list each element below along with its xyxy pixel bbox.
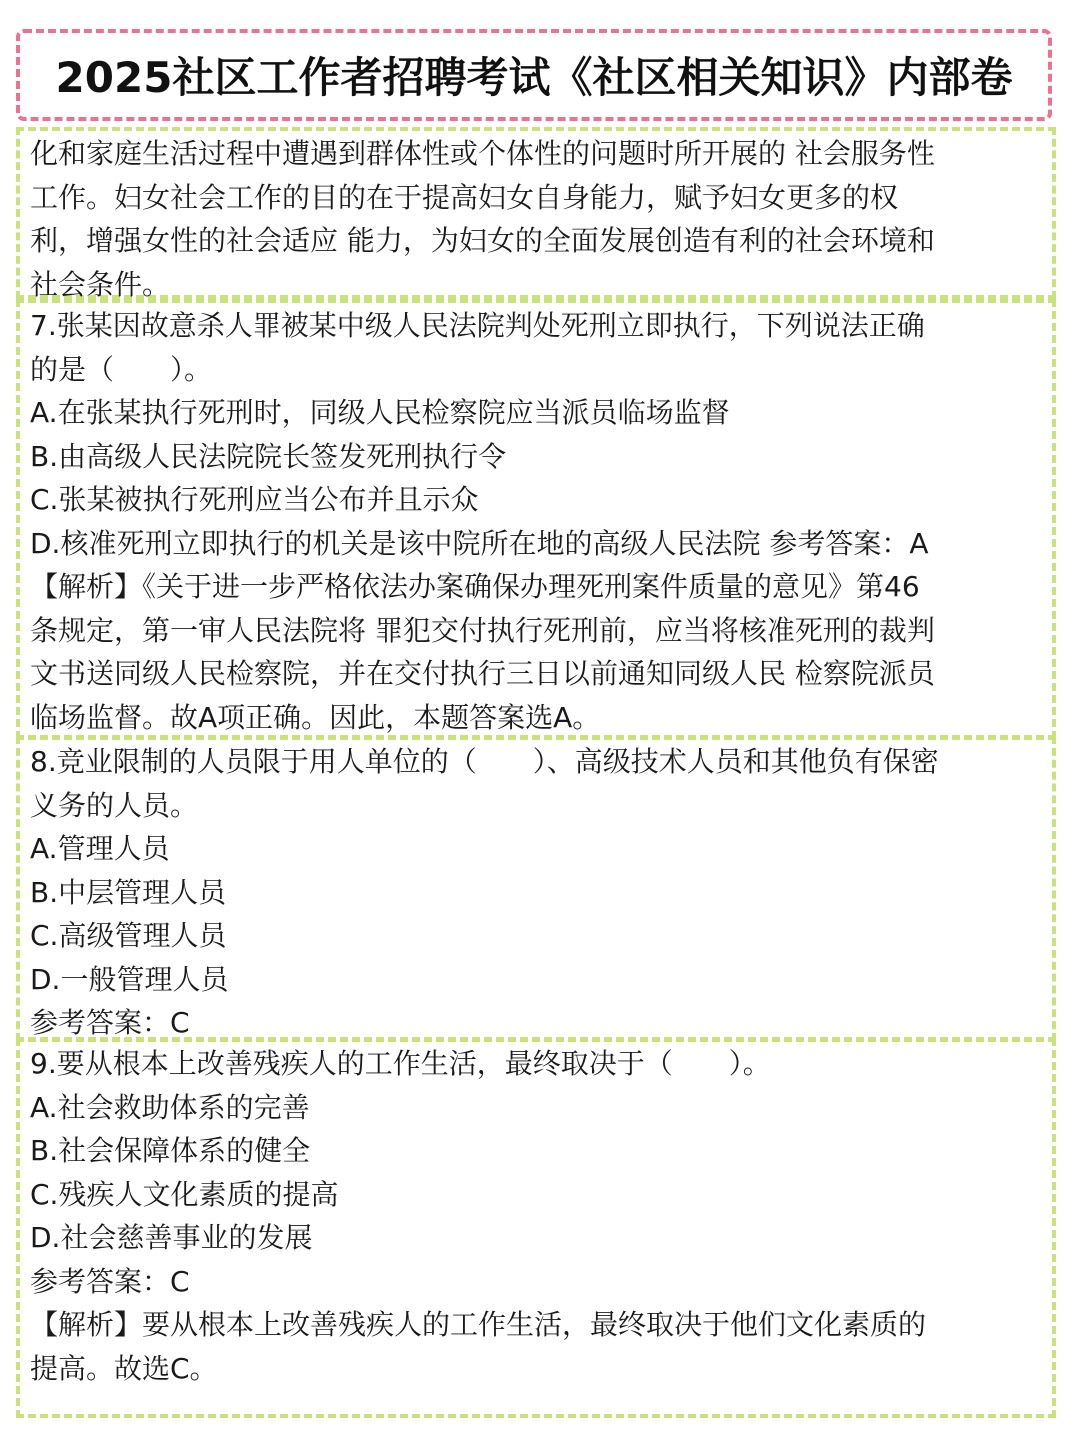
question-stem: 9.要从根本上改善残疾人的工作生活，最终取决于（ ）。 [30, 1047, 771, 1080]
passage-continuation [16, 127, 1056, 299]
reference-answer: 参考答案：C [30, 1006, 190, 1039]
text-line: 工作。妇女社会工作的目的在于提高妇女自身能力，赋予妇女更多的权 [30, 180, 899, 214]
text-line: 化和家庭生活过程中遭遇到群体性或个体性的问题时所开展的 社会服务性 [30, 137, 935, 170]
option-a: A.管理人员 [30, 832, 170, 865]
question-8 [16, 736, 1056, 1041]
option-c: C.高级管理人员 [30, 919, 227, 952]
title-banner [16, 29, 1052, 121]
text-line: 社会条件。 [30, 267, 171, 301]
analysis: 条规定，第一审人民法院将 罪犯交付执行死刑前，应当将核准死刑的裁判 [30, 613, 935, 647]
reference-answer: 参考答案：C [30, 1264, 190, 1298]
option-b: B.中层管理人员 [30, 875, 227, 909]
analysis: 临场监督。故A项正确。因此，本题答案选A。 [30, 700, 601, 734]
analysis: 提高。故选C。 [30, 1351, 218, 1385]
page-title: 2025社区工作者招聘考试《社区相关知识》内部卷 [55, 53, 1013, 102]
analysis: 【解析】《关于进一步严格依法办案确保办理死刑案件质量的意见》第46 [30, 570, 920, 603]
analysis: 文书送同级人民检察院，并在交付执行三日以前通知同级人民 检察院派员 [30, 657, 935, 690]
question-9 [16, 1038, 1056, 1418]
option-d: D.社会慈善事业的发展 [30, 1221, 313, 1254]
option-b: B.由高级人民法院院长签发死刑执行令 [30, 439, 507, 473]
option-c: C.残疾人文化素质的提高 [30, 1177, 339, 1211]
analysis: 【解析】要从根本上改善残疾人的工作生活，最终取决于他们文化素质的 [30, 1308, 927, 1341]
option-a: A.在张某执行死刑时，同级人民检察院应当派员临场监督 [30, 396, 730, 429]
option-b: B.社会保障体系的健全 [30, 1134, 311, 1167]
question-stem: 义务的人员。 [30, 788, 199, 822]
option-d: D.一般管理人员 [30, 962, 229, 996]
question-stem: 的是（ ）。 [30, 352, 213, 386]
question-stem: 7.张某因故意杀人罪被某中级人民法院判处死刑立即执行，下列说法正确 [30, 309, 925, 342]
text-line: 利，增强女性的社会适应 能力，为妇女的全面发展创造有利的社会环境和 [30, 224, 935, 257]
question-7 [16, 299, 1056, 739]
question-stem: 8.竞业限制的人员限于用人单位的（ ）、高级技术人员和其他负有保密 [30, 745, 939, 778]
option-c: C.张某被执行死刑应当公布并且示众 [30, 483, 479, 516]
option-d-and-answer: D.核准死刑立即执行的机关是该中院所在地的高级人民法院 参考答案：A [30, 526, 929, 560]
option-a: A.社会救助体系的完善 [30, 1090, 310, 1124]
